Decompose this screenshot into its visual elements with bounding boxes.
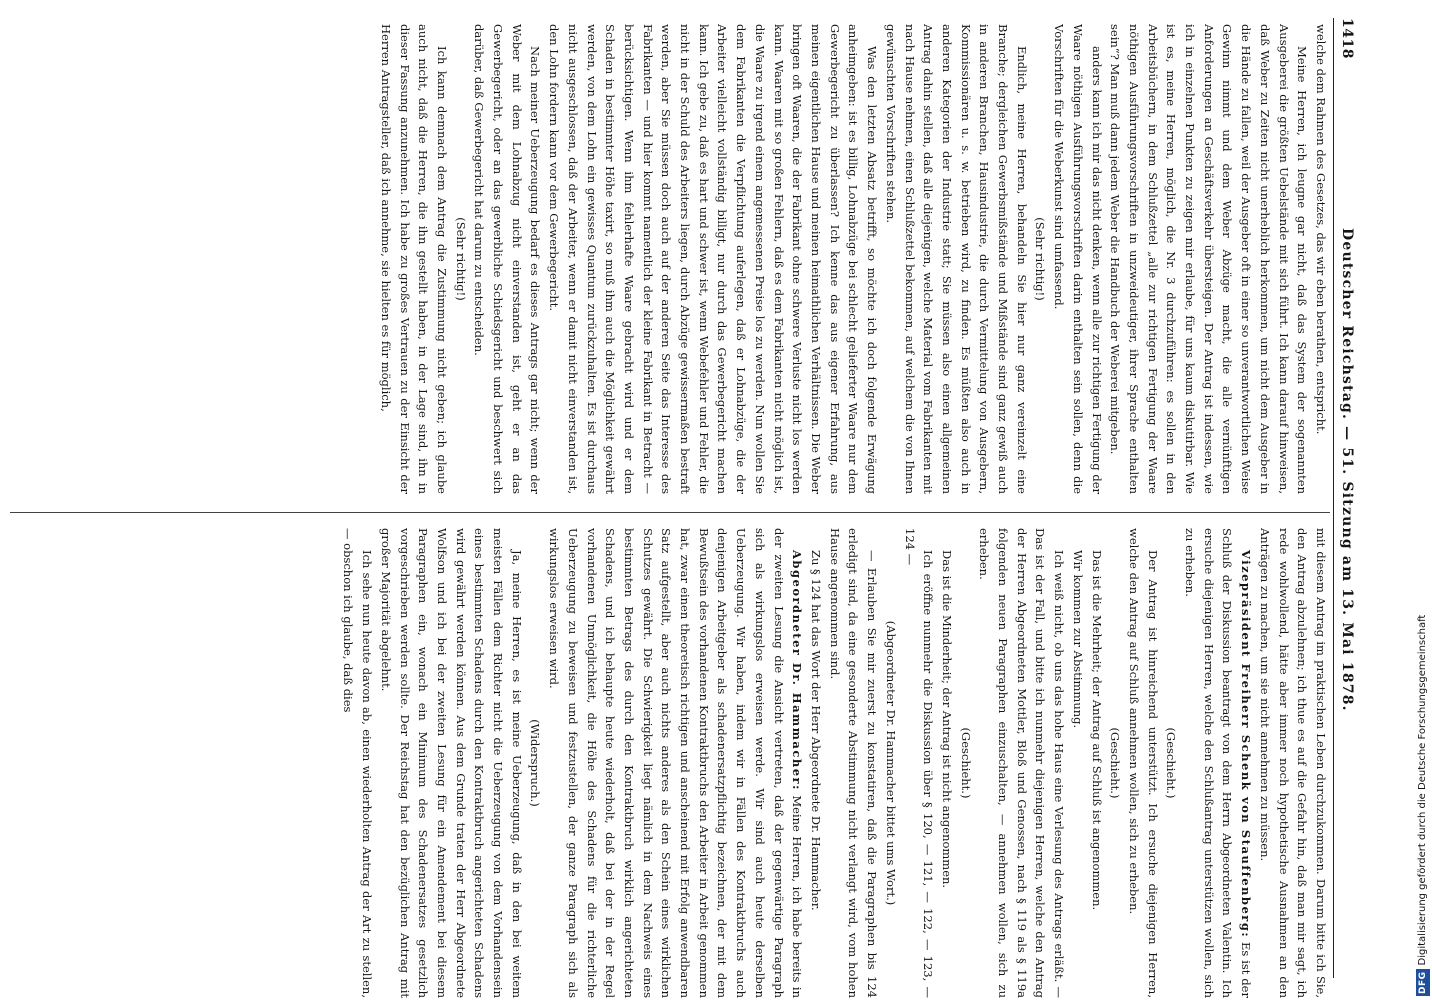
digitization-text: Digitalisierung gefördert durch die Deutsche Forschungsgemeinschaft (1417, 614, 1428, 966)
running-head (1336, 18, 1358, 978)
paragraph: Der Antrag ist hinreichend unterstützt. Ich ersuche diejenigen Herren, welche den Antrag auf Schluß annehmen wollen, sich zu erheben. (1126, 528, 1160, 998)
speech-text: Es ist der Schluß der Diskussion beantragt von dem Herrn Abgeordneten Valentin. Ich ersuche diejenigen Herren, welche den Schlußantrag unterstützen wollen, sich zu erheben. (1183, 528, 1254, 998)
paragraph: Das ist die Mehrheit; der Antrag auf Schluß ist angenommen. (1089, 550, 1104, 911)
stage-direction: (Widerspruch.) (528, 719, 543, 807)
paragraph: welche dem Rahmen des Gesetzes, das wir eben berathen, entspricht. (1314, 24, 1328, 435)
right-column (10, 528, 1330, 998)
stage-direction: (Geschieht.) (958, 727, 973, 799)
paragraph: Ich sehe nun heute davon ab, einen wiederholten Antrag der Art zu stellen, — obschon ich glaube, daß dies (341, 528, 375, 998)
page-number: 1418 (1339, 18, 1355, 59)
paragraph: — Erlauben Sie mir zuerst zu konstatiren, daß die Paragraphen bis 124 erledigt sind, da eine gesonderte Abstimmung nicht verlangt wird, vom hohen Hause angenommen sind. (827, 528, 880, 998)
column-divider (10, 512, 1330, 513)
stage-direction: (Sehr richtig!) (453, 217, 468, 301)
paragraph (544, 528, 806, 998)
left-column (10, 24, 1330, 494)
paragraph: Meine Herren, ich leugne gar nicht, daß das System der sogenannten Ausgeberei die größten Uebelstände mit sich führt. Ich kann darauf hinweisen, daß Weber zu Zeiten nicht unerheblich herkommen, um nicht dem Ausgeber in die Hände zu fallen, weil der Ausgeber oft in einer so unverantwortlichen Weise Gewinn nimmt und dem Weber Abzüge macht, die alle vernünftigen Anforderungen an Geschäftsverkehr übersteigen. Der Antrag ist indessen, wie ich in einzelnen Punkten zu zeigen mir erlaube, für uns kaum diskutirbar. Wie ist es, meine Herren, möglich, die Nr. 3 durchzuführen: es sollen in den Arbeitsbüchern, in dem Schlußzettel „alle zur richtigen Fertigung der Waare nöthigen Ausführungsvorschriften in unzweideutiger, ihrer Sprache enthalten sein“? Man muß dann jedem Weber die Handbuch der Weberei mitgeben. (1108, 24, 1310, 494)
speaker-name: Abgeordneter Dr. Hammacher: (790, 550, 805, 791)
running-title: Deutscher Reichstag. — 51. Sitzung am 13. Mai 1878. (1339, 228, 1355, 712)
paragraph: Das ist die Minderheit; der Antrag ist nicht angenommen. (939, 550, 954, 889)
paragraph: Zu § 124 hat das Wort der Herr Abgeordnete Dr. Hammacher. (809, 550, 824, 911)
paragraph: Ich weiß nicht, ob uns das hohe Haus eine Verlesung des Antrags erläßt. — Das ist der Fall, und bitte ich nunmehr diejenigen Herren, welche den Antrag der Herren Abgeordneten Mottler, Bloß und Genossen, nach § 119 als § 119a folgenden neuen Paragraphen einzuschalten, — annehmen wollen, sich zu erheben. (977, 528, 1067, 998)
stage-direction: (Sehr richtig!) (1033, 217, 1048, 301)
paragraph: Endlich, meine Herren, behandeln Sie hier nur ganz vereinzelt eine Branche; dergleichen Gewerbsmißstände und Mißstände sind ganz gewiß auch in anderen Branchen, Hausindustrie, die durch Vermittelung von Ausgebern, Kommissionären u. s. w. betrieben wird, zu finden. Es müßten also auch in anderen Kategorien der Industrie statt; Sie müssen also einen allgemeinen Antrag dahin stellen, daß alle diejenigen, welche Material vom Fabrikanten mit nach Hause nehmen, einen Schlußzettel bekommen, auf welchem die von Ihnen gewünschten Vorschriften stehen. (883, 24, 1029, 494)
header-rule (1333, 18, 1334, 978)
paragraph: Nach meiner Ueberzeugung bedarf es dieses Antrags gar nicht; wenn der Weber mit dem Lohnabzug nicht einverstanden ist, geht er an das Gewerbegericht, oder an das gewerbliche Schiedsgericht und beschwert sich darüber, daß Gewerbegericht hat darum zu entscheiden. (472, 24, 543, 494)
speech-text: Meine Herren, ich habe bereits in der zweiten Lesung die Ansicht vertreten, daß der gegenwärtige Paragraph sich als wirkungslos erweisen werde. Wir sind auch heute derselben Ueberzeugung. Wir haben, indem wir in Fällen des Kontraktbruchs auch denjenigen Arbeitgeber als schadenersatzpflichtig bezeichnen, der mit dem Bewußtsein des vorhandenen Kontraktbruchs den Arbeiter in Arbeit genommen hat, zwar einen theoretisch richtigen und anscheinend mit Erfolg anwendbaren Satz aufgestellt, aber auch nichts anderes als den Schein eines wirklichen Schutzes gewährt. Die Schwierigkeit liegt nämlich in dem Nachweis eines bestimmten Betrags des durch den Kontraktbruch wirklich angerichteten Schadens, und ich behaupte heute wiederholt, daß bei der in der Regel vorhandenen Unmöglichkeit, die Höhe des Schadens für die richterliche Ueberzeugung zu beweisen und festzustellen, der ganze Paragraph sich als wirkungslos erweisen wird. (547, 528, 805, 998)
paragraph: anders kann ich mir das nicht denken, wenn alle zur richtigen Fertigung der Waare nöthigen Ausführungsvorschriften darin enthalten sein sollen, denn die Vorschriften für die Weberkunst sind umfassend. (1052, 24, 1104, 494)
paragraph: Wir kommen zur Abstimmung. (1070, 550, 1085, 729)
speaker-name: Vizepräsident Freiherr Schenk von Stauffenberg: (1239, 550, 1254, 939)
stage-direction: (Abgeordneter Dr. Hammacher bittet ums Wort.) (883, 620, 898, 906)
digitization-note (1416, 615, 1430, 996)
stage-direction: (Geschieht.) (1164, 727, 1179, 799)
paragraph (1180, 528, 1255, 998)
dfg-logo-icon: DFG (1418, 971, 1428, 994)
stage-direction: (Geschieht.) (1108, 727, 1123, 799)
paragraph: Ja, meine Herren, es ist meine Ueberzeugung, daß in den bei weitem meisten Fällen dem Richter nicht die Ueberzeugung von dem Vorhandensein eines bestimmten Schadens durch den Kontraktbruch angerichteten Schadens wird gewährt werden können. Aus dem Grunde traten der Herr Abgeordnete Wolfson und ich bei der zweiten Lesung für ein Amendement bei diesem Paragraphen ein, wonach ein Minimum des Schadenersatzes gesetzlich vorgeschrieben werden sollte. Der Reichstag hat den bezüglichen Antrag mit großer Majorität abgelehnt. (378, 528, 524, 998)
paragraph: Ich kann demnach dem Antrag die Zustimmung nicht geben; ich glaube auch nicht, daß die Herren, die ihn gestellt haben, in der Lage sind, ihn in dieser Fassung anzunehmen. Ich habe zu großes Vertrauen zu der Einsicht der Herren Antragsteller, daß ich annehme, sie hielten es für möglich, (378, 24, 449, 494)
paragraph: Ich eröffne nunmehr die Diskussion über § 120, — 121, — 122, — 123, — 124 — (902, 528, 936, 998)
paragraph: Was den letzten Absatz betrifft, so möchte ich doch folgende Erwägung anheimgeben: ist es billig, Lohnabzüge bei schlecht gelieferter Waare nur dem Gewerbegericht zu überlassen? Ich kenne das aus eigener Erfahrung, aus meinen eigentlichen Hause und meinen heimathlichen Verhältnissen. Die Weber bringen oft Waaren, die der Fabrikant ohne schwere Verluste nicht los werden kann. Waaren mit so großen Fehlern, daß es dem Fabrikanten nicht möglich ist, die Waare zu irgend einem angemessenen Preise los zu werden. Nun wollen Sie dem Fabrikanten die Verpflichtung auferlegen, daß er Lohnabzüge, die der Arbeiter vielleicht vollständig billigt, nur durch das Gewerbegericht machen kann. Ich gebe zu, daß es hart und schwer ist, wenn Webefehler und Fehler, die nicht in der Schuld des Arbeiters liegen, durch Abzüge gewissermaßen bestraft werden, aber Sie müssen doch auch auf der anderen Seite das Interesse des Fabrikanten — und hier kommt namentlich der kleine Fabrikant in Betracht — berücksichtigen. Wenn ihm fehlerhafte Waare gebracht wird und er dem Schaden in bestimmter Höhe taxirt, so muß ihm auch die Möglichkeit gewährt werden, von dem Lohn ein gewisses Quantum zurückzuhalten. Es ist durchaus nicht ausgeschlossen, daß der Arbeiter, wenn er damit nicht einverstanden ist, den Lohn fordern kann vor dem Gewerbegericht. (547, 24, 880, 494)
paragraph: mit diesem Antrag im praktischen Leben durchzukommen. Darum bitte ich Sie, den Antrag abzulehnen; ich thue es auf die Gefahr hin, daß man mir sagt, ich rede wohlwollend, hätte aber immer noch hypothetische Ausnahmen an den Anträgen zu machen, um sie nicht annehmen zu müssen. (1257, 528, 1328, 998)
